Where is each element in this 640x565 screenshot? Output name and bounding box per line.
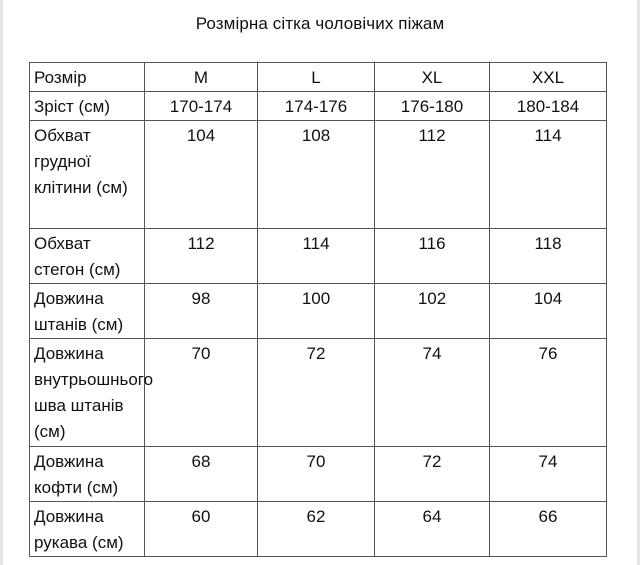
table-cell: XL (375, 63, 490, 92)
row-header-cell: Обхват грудної клітини (см) (30, 121, 145, 229)
table-cell: 114 (490, 121, 607, 229)
table-cell: 68 (145, 447, 258, 502)
row-header-cell: Зріст (см) (30, 92, 145, 121)
table-cell: 108 (258, 121, 375, 229)
row-header-cell: Довжина рукава (см) (30, 502, 145, 557)
row-header-cell: Довжина внутрьошнього шва штанів (см) (30, 339, 145, 447)
table-cell: 74 (490, 447, 607, 502)
table-cell: 70 (258, 447, 375, 502)
table-cell: 176-180 (375, 92, 490, 121)
table-row (30, 502, 607, 557)
table-cell: 62 (258, 502, 375, 557)
table-cell: 104 (145, 121, 258, 229)
table-row (30, 339, 607, 447)
page-title: Розмірна сітка чоловічих піжам (195, 14, 445, 33)
table-cell: 104 (490, 284, 607, 339)
row-header-cell: Розмір (30, 63, 145, 92)
table-cell: L (258, 63, 375, 92)
table-cell: 170-174 (145, 92, 258, 121)
table-cell: 180-184 (490, 92, 607, 121)
table-cell: 116 (375, 229, 490, 284)
table-cell: 64 (375, 502, 490, 557)
table-cell: 60 (145, 502, 258, 557)
row-header-cell: Довжина штанів (см) (30, 284, 145, 339)
table-row (30, 63, 607, 92)
table-row (30, 92, 607, 121)
table-cell: 76 (490, 339, 607, 447)
table-cell: 72 (258, 339, 375, 447)
row-header-cell: Довжина кофти (см) (30, 447, 145, 502)
size-chart-table (29, 62, 607, 557)
table-cell: 70 (145, 339, 258, 447)
left-edge-strip (0, 0, 3, 565)
table-cell: 114 (258, 229, 375, 284)
table-cell: 174-176 (258, 92, 375, 121)
row-header-cell: Обхват стегон (см) (30, 229, 145, 284)
table-row (30, 284, 607, 339)
table-row (30, 121, 607, 229)
table-cell: XXL (490, 63, 607, 92)
table-row (30, 229, 607, 284)
table-cell: 66 (490, 502, 607, 557)
table-cell: 100 (258, 284, 375, 339)
table-cell: 112 (375, 121, 490, 229)
table-cell: M (145, 63, 258, 92)
table-cell: 102 (375, 284, 490, 339)
table-cell: 74 (375, 339, 490, 447)
table-cell: 118 (490, 229, 607, 284)
table-cell: 98 (145, 284, 258, 339)
table-row (30, 447, 607, 502)
table-cell: 112 (145, 229, 258, 284)
table-cell: 72 (375, 447, 490, 502)
